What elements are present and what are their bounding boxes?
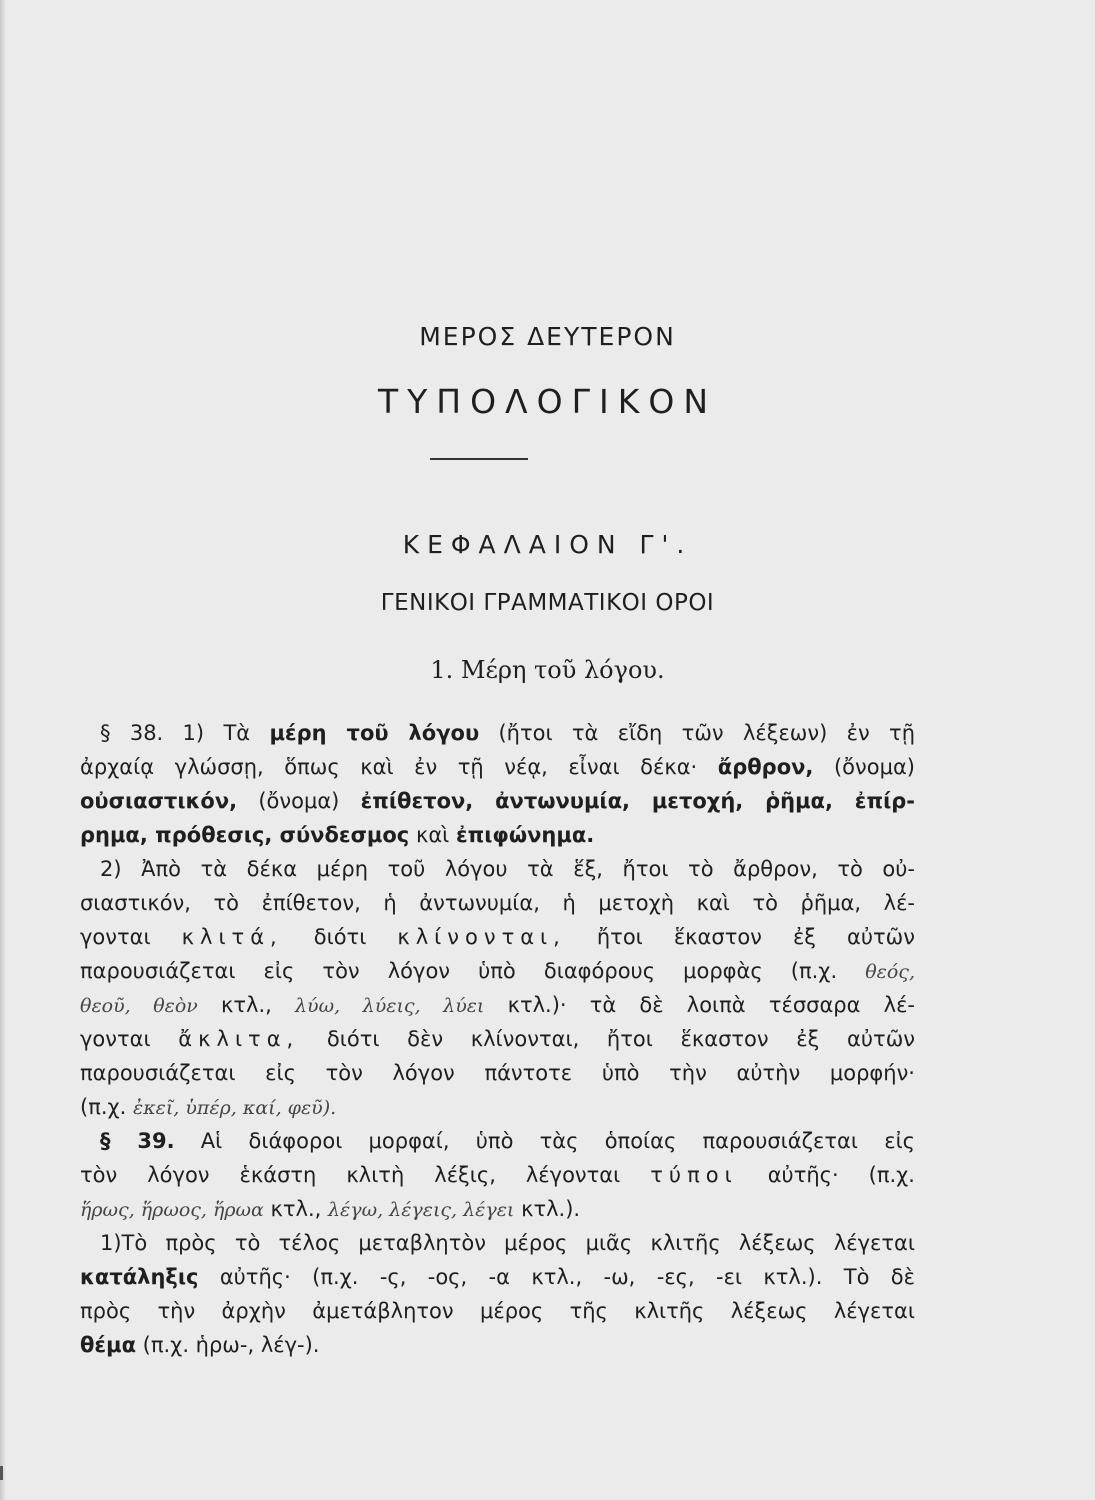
term-spaced: ἄκλιτα, <box>178 1027 300 1051</box>
text-line: ἥρως, ἥρωος, ἥρωα κτλ., λέγω, λέγεις, λέγει κτλ.). <box>80 1197 581 1221</box>
term-spaced: τύποι <box>650 1163 738 1187</box>
text-line: (π.χ. ἐκεῖ, ὑπέρ, καί, φεῦ). <box>80 1095 337 1119</box>
text-line: θεοῦ, θεὸν κτλ., λύω, λύεις, λύει κτλ.)· τὰ δὲ λοιπὰ τέσσαρα λέ- <box>80 993 915 1017</box>
term-bold: ἐπιφώνημα. <box>455 823 595 847</box>
text-line: κατάληξις αὐτῆς· (π.χ. -ς, -ος, -α κτλ., -ω, -ες, -ει κτλ.). Τὸ δὲ <box>80 1265 915 1289</box>
section-heading: 1. Μέρη τοῦ λόγου. <box>430 656 665 684</box>
text-line: σιαστικόν, τὸ ἐπίθετον, ἡ ἀντωνυμία, ἡ μετοχὴ καὶ τὸ ῥῆμα, λέ- <box>80 891 915 915</box>
text-line: παρουσιάζεται εἰς τὸν λόγον ὑπὸ διαφόρους μορφὰς (π.χ. θεός, <box>80 959 915 983</box>
text-line: παρουσιάζεται εἰς τὸν λόγον πάντοτε ὑπὸ τὴν αὐτὴν μορφήν· <box>80 1061 915 1085</box>
example-italic: λύω, λύεις, λύει <box>295 995 485 1017</box>
term-bold: ἐπίθετον, ἀντωνυμία, μετοχή, ῥῆμα, ἐπίρ- <box>360 789 915 813</box>
term-spaced: κλίνονται, <box>397 925 566 949</box>
scan-edge-mark <box>0 1466 3 1480</box>
text-line: ρημα, πρόθεσις, σύνδεσμος καὶ ἐπιφώνημα. <box>80 823 595 847</box>
text-line: θέμα (π.χ. ἡρω-, λέγ-). <box>80 1333 320 1357</box>
text-line: ἀρχαίᾳ γλώσσῃ, ὅπως καὶ ἐν τῇ νέᾳ, εἶναι δέκα· ἄρθρον, (ὄνομα) <box>80 755 915 779</box>
paragraph-number: § 39. <box>100 1129 175 1153</box>
text-line: πρὸς τὴν ἀρχὴν ἀμετάβλητον μέρος τῆς κλιτῆς λέξεως λέγεται <box>80 1299 915 1323</box>
term-bold: θέμα <box>80 1333 136 1357</box>
title-divider <box>430 458 528 460</box>
chapter-subtitle: ΓΕΝΙΚΟΙ ΓΡΑΜΜΑΤΙΚΟΙ ΟΡΟΙ <box>380 590 715 616</box>
example-italic: θεός, <box>865 961 915 983</box>
chapter-heading: ΚΕΦΑΛΑΙΟΝ Γ'. <box>402 530 693 559</box>
term-spaced: κλιτά, <box>181 925 283 949</box>
body-text <box>80 716 915 1362</box>
text-line: οὐσιαστικόν, (ὄνομα) ἐπίθετον, ἀντωνυμία, μετοχή, ῥῆμα, ἐπίρ- <box>80 789 915 813</box>
term-bold: ἄρθρον, <box>717 755 814 779</box>
text-line: γονται κλιτά, διότι κλίνονται, ἤτοι ἕκαστον ἐξ αὐτῶν <box>80 925 915 949</box>
example-italic: θεοῦ, θεὸν <box>80 995 198 1017</box>
term-bold: ρημα, πρόθεσις, σύνδεσμος <box>80 823 410 847</box>
example-italic: λέγω, λέγεις, λέγει <box>328 1199 515 1221</box>
main-title: ΤΥΠΟΛΟΓΙΚΟΝ <box>377 382 718 421</box>
text-line: γονται ἄκλιτα, διότι δὲν κλίνονται, ἤτοι ἕκαστον ἐξ αὐτῶν <box>80 1027 915 1051</box>
text-line: 2) Ἀπὸ τὰ δέκα μέρη τοῦ λόγου τὰ ἕξ, ἤτοι τὸ ἄρθρον, τὸ οὐ- <box>100 857 915 881</box>
term-bold: κατάληξις <box>80 1265 199 1289</box>
example-italic: ἐκεῖ, ὑπέρ, καί, φεῦ). <box>133 1097 337 1119</box>
term-bold: μέρη τοῦ λόγου <box>269 721 480 745</box>
term-bold: οὐσιαστικόν, <box>80 789 238 813</box>
example-italic: ἥρως, ἥρωος, ἥρωα <box>80 1199 264 1221</box>
text-line: τὸν λόγον ἑκάστη κλιτὴ λέξις, λέγονται τύποι αὐτῆς· (π.χ. <box>80 1163 915 1187</box>
text-line: § 39. Αἱ διάφοροι μορφαί, ὑπὸ τὰς ὁποίας παρουσιάζεται εἰς <box>100 1129 915 1153</box>
page-edge-shadow <box>0 0 6 1500</box>
text-line: § 38. 1) Τὰ μέρη τοῦ λόγου (ἤτοι τὰ εἴδη τῶν λέξεων) ἐν τῇ <box>100 721 915 745</box>
text-line: 1)Τὸ πρὸς τὸ τέλος μεταβλητὸν μέρος μιᾶς κλιτῆς λέξεως λέγεται <box>100 1231 915 1255</box>
part-title: ΜΕΡΟΣ ΔΕΥΤΕΡΟΝ <box>419 322 676 351</box>
